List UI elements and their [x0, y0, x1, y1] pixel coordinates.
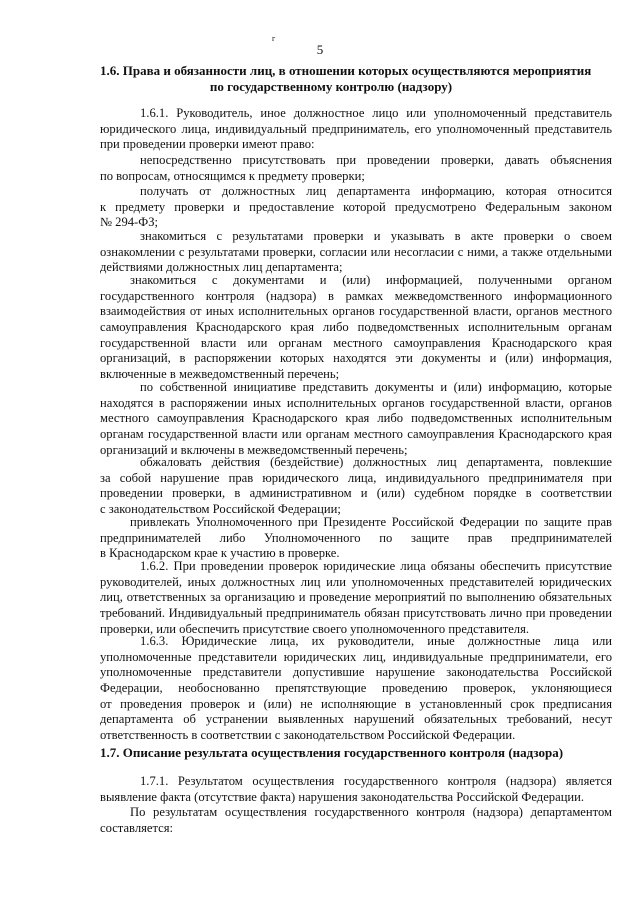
text-line: составляется: [100, 820, 174, 835]
text-line: 1.6.3. Юридические лица, их руководители, иные должностные лица или [140, 634, 612, 648]
text-line: знакомиться с результатами проверки и указывать в акте проверки о своем [140, 229, 612, 243]
text-line: организаций и включены в межведомственный перечень; [100, 442, 408, 457]
text-line: находятся в распоряжении иных исполнительных органов государственной власти, органов [100, 395, 612, 410]
right-item-1 [100, 153, 612, 184]
text-line: лиц, ответственных за организацию и проведение мероприятий по выполнению обязательных [100, 590, 612, 605]
text-line: руководителей, иных должностных лиц или уполномоченных представителей юридических [100, 574, 612, 589]
paragraph-1-7-1 [100, 774, 612, 805]
right-item-7 [100, 515, 612, 562]
text-line: включенные в межведомственный перечень; [100, 367, 340, 382]
right-item-2 [100, 184, 612, 231]
corner-mark: г [272, 34, 276, 43]
section-1-6-heading [100, 63, 592, 95]
text-line: уполномоченные представители допустившие нарушение законодательства Российской [100, 665, 612, 680]
text-line: № 294-ФЗ; [100, 215, 159, 230]
text-line: к предмету проверки и предоставление которой предусмотрено Федеральным законом [100, 199, 612, 214]
text-line: 1.6.1. Руководитель, иное должностное лицо или уполномоченный представитель [140, 106, 612, 120]
text-line: привлекать Уполномоченного при Президенте Российской Федерации по защите прав [130, 515, 612, 529]
text-line: от проведения проверок и (или) не исполняющие в установленный срок предписания [100, 696, 612, 711]
right-item-5 [100, 380, 612, 458]
text-line: непосредственно присутствовать при проведении проверки, давать объяснения [140, 153, 612, 167]
text-line: государственного контроля (надзора) в рамках межведомственного информационного [100, 288, 612, 303]
text-line: взаимодействия от иных исполнительных органов государственной власти, органов местного [100, 304, 612, 319]
text-line: самоуправления Краснодарского края либо подведомственных исполнительным органам [100, 320, 612, 335]
heading-line: 1.6. Права и обязанности лиц, в отношении которых осуществляются мероприятия [100, 63, 592, 78]
text-line: уполномоченные представители юридических лиц, индивидуальные предприниматели, его [100, 649, 612, 664]
text-line: департамента об устранении выявленных нарушений обязательных требований, несут [100, 712, 612, 727]
text-line: 1.6.2. При проведении проверок юридические лица обязаны обеспечить присутствие [140, 559, 612, 573]
text-line: ознакомлении с результатами проверки, согласии или несогласии с ними, а также отдельными [100, 244, 612, 259]
text-line: государственной власти или органам местного самоуправления Краснодарского края [100, 335, 612, 350]
text-line: организаций, в распоряжении которых находятся эти документы и (или) информация, [100, 351, 612, 366]
page-number: 5 [316, 42, 324, 57]
text-line: по вопросам, относящимся к предмету проверки; [100, 168, 365, 183]
text-line: проведении проверки, в административном и (или) судебном порядке в соответствии [100, 486, 612, 501]
right-item-4 [100, 273, 612, 383]
paragraph-1-6-3 [100, 634, 612, 744]
text-line: в Краснодарском крае к участию в проверке. [100, 546, 340, 561]
text-line: местного самоуправления Краснодарского края либо подведомственных исполнительным [100, 411, 612, 426]
text-line: действиями должностных лиц департамента; [100, 260, 343, 275]
text-line: выявление факта (отсутствие факта) нарушения законодательства Российской Федерации. [100, 789, 585, 804]
text-line: ответственность в соответствии с законодательством Российской Федерации. [100, 728, 516, 743]
text-line: предпринимателей либо Уполномоченного по защите прав предпринимателей [100, 530, 612, 545]
text-line: По результатам осуществления государственного контроля (надзора) департаментом [130, 805, 612, 819]
text-line: по собственной инициативе представить документы и (или) информацию, которые [140, 380, 612, 394]
text-line: юридического лица, индивидуальный предприниматель, его уполномоченный представитель [100, 121, 612, 136]
paragraph-1-6-2 [100, 559, 612, 637]
text-line: проверки, или обеспечить присутствие своего уполномоченного представителя. [100, 621, 530, 636]
paragraph-1-7-2 [100, 805, 612, 836]
right-item-6 [100, 455, 612, 518]
heading-line: по государственному контролю (надзору) [209, 79, 453, 94]
text-line: за собой нарушение прав юридического лица, индивидуального предпринимателя при [100, 470, 612, 485]
text-line: 1.7.1. Результатом осуществления государственного контроля (надзора) является [140, 774, 612, 788]
section-1-7-heading [100, 745, 562, 761]
text-line: получать от должностных лиц департамента информацию, которая относится [140, 184, 612, 198]
text-line: с законодательством Российской Федерации; [100, 502, 341, 517]
text-line: при проведении проверки имеют право: [100, 137, 315, 152]
text-line: обжаловать действия (бездействие) должностных лиц департамента, повлекшие [140, 455, 612, 469]
text-line: требований. Индивидуальный предприниматель обязан присутствовать лично при проведении [100, 606, 612, 621]
right-item-3 [100, 229, 612, 276]
text-line: органам государственной власти или органам местного самоуправления Краснодарского края [100, 427, 612, 442]
text-line: знакомиться с документами и (или) информацией, полученными органом [130, 273, 612, 287]
paragraph-1-6-1 [100, 106, 612, 153]
text-line: Федерации, необоснованно препятствующие проведению проверок, уклоняющиеся [100, 681, 612, 696]
heading-line: 1.7. Описание результата осуществления государственного контроля (надзора) [100, 745, 564, 760]
